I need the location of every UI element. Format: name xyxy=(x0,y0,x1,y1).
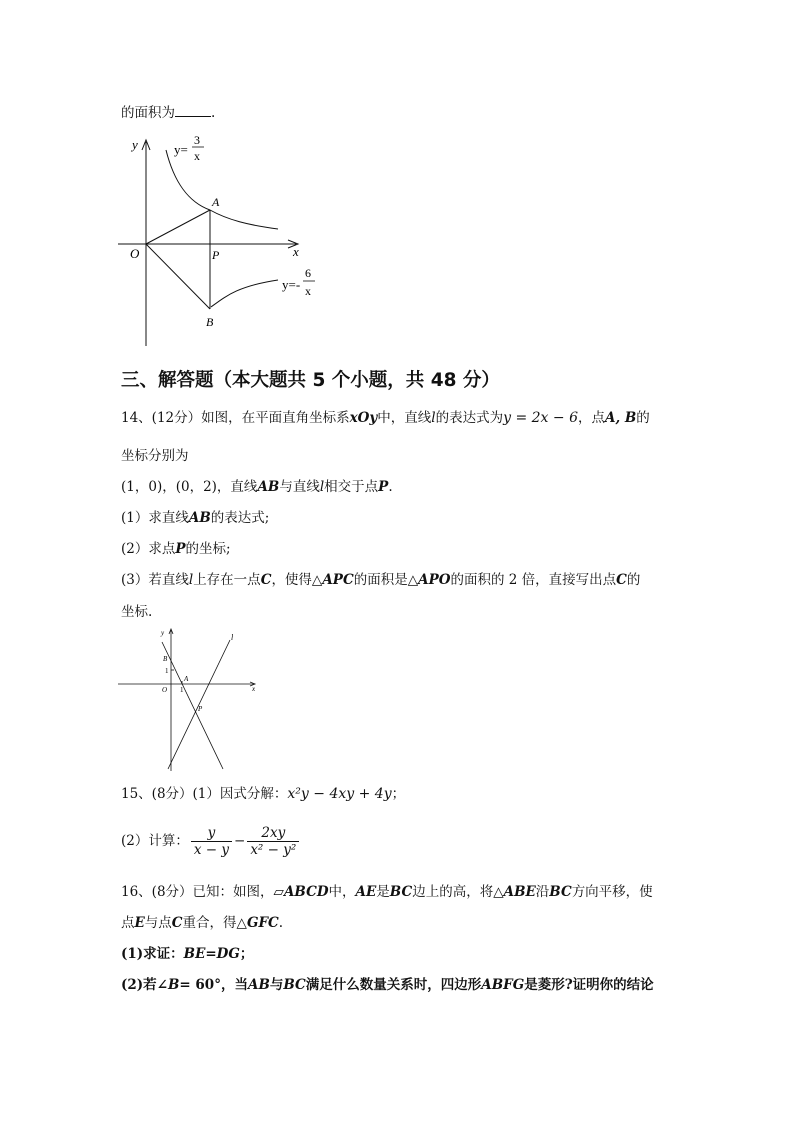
svg-text:y=: y= xyxy=(174,142,188,157)
q15-line1: 15、(8分）(1）因式分解：x²y − 4xy + 4y； xyxy=(121,786,406,802)
y-axis-label: y xyxy=(161,629,165,637)
origin-label: O xyxy=(130,246,140,261)
point-a-label: A xyxy=(212,195,220,209)
point-b-label: B xyxy=(206,315,214,329)
q14-line3: (1，0)，(0，2)，直线AB与直线l相交于点P. xyxy=(121,479,393,495)
q14-part3: (3）若直线l上存在一点C，使得△APC的面积是△APO的面积的 2 倍，直接写出点C的 xyxy=(121,572,641,588)
tick-x1-label: 1 xyxy=(180,686,184,694)
q15-line2: (2）计算： $\frac{y}{x - y}$ − $\frac{2xy}{\text{x² − y²}}$ xyxy=(121,823,301,859)
fraction-1: $\frac{y}{x - y}$ xyxy=(191,825,232,858)
top-line-text: 的面积为 xyxy=(121,105,175,121)
segment-oa xyxy=(146,210,210,244)
point-p-label: P xyxy=(198,705,203,713)
y-axis-label: y xyxy=(132,137,138,152)
svg-text:6: 6 xyxy=(305,266,311,280)
hyperbola-graph xyxy=(118,132,333,350)
fraction-2: $\frac{2xy}{\text{x² − y²}}$ xyxy=(247,825,299,858)
tick-y1-label: 1 xyxy=(165,667,169,675)
svg-text:x: x xyxy=(305,284,311,298)
segment-ob xyxy=(146,244,210,309)
q14-part3-line2: 坐标. xyxy=(121,604,153,620)
point-a-label: A xyxy=(184,675,189,683)
q16-line2: 点E与点C重合，得△GFC. xyxy=(121,915,284,931)
answer-blank[interactable] xyxy=(175,104,211,117)
section-title: 三、解答题（本大题共 5 个小题，共 48 分） xyxy=(121,370,500,391)
line-l-label: l xyxy=(231,633,234,642)
point-b-label: B xyxy=(163,655,168,663)
q14-part1: (1）求直线AB的表达式; xyxy=(121,510,270,526)
fill-in-line: 的面积为 . xyxy=(121,105,216,121)
curve1-equation xyxy=(174,133,204,163)
q16-line1: 16、(8分）已知：如图，▱ABCD中，AE是BC边上的高，将△ABE沿BC方向平移，使 xyxy=(121,884,653,900)
x-axis-label: x xyxy=(293,244,299,259)
point-p-label: P xyxy=(212,248,220,262)
q14-line1: 14、(12分）如图，在平面直角坐标系xOy中，直线l的表达式为y = 2x − 6，点A, B的 xyxy=(121,410,650,426)
svg-text:y=-: y=- xyxy=(282,277,301,292)
q16-part1: (1)求证：BE=DG； xyxy=(121,946,254,962)
origin-label: O xyxy=(162,686,168,694)
line-intersection-graph xyxy=(118,628,263,773)
x-axis-label: x xyxy=(252,685,256,693)
curve-y-3-over-x xyxy=(166,150,278,229)
svg-text:x: x xyxy=(194,149,200,163)
svg-text:3: 3 xyxy=(194,133,200,147)
curve-y-neg6-over-x xyxy=(211,280,278,307)
curve2-equation xyxy=(282,266,315,298)
q16-part2: (2)若∠B= 60°，当AB与BC满足什么数量关系时，四边形ABFG是菱形?证明你的结论 xyxy=(121,977,654,993)
q14-part2: (2）求点P的坐标; xyxy=(121,541,231,557)
q14-line2: 坐标分别为 xyxy=(121,448,189,464)
